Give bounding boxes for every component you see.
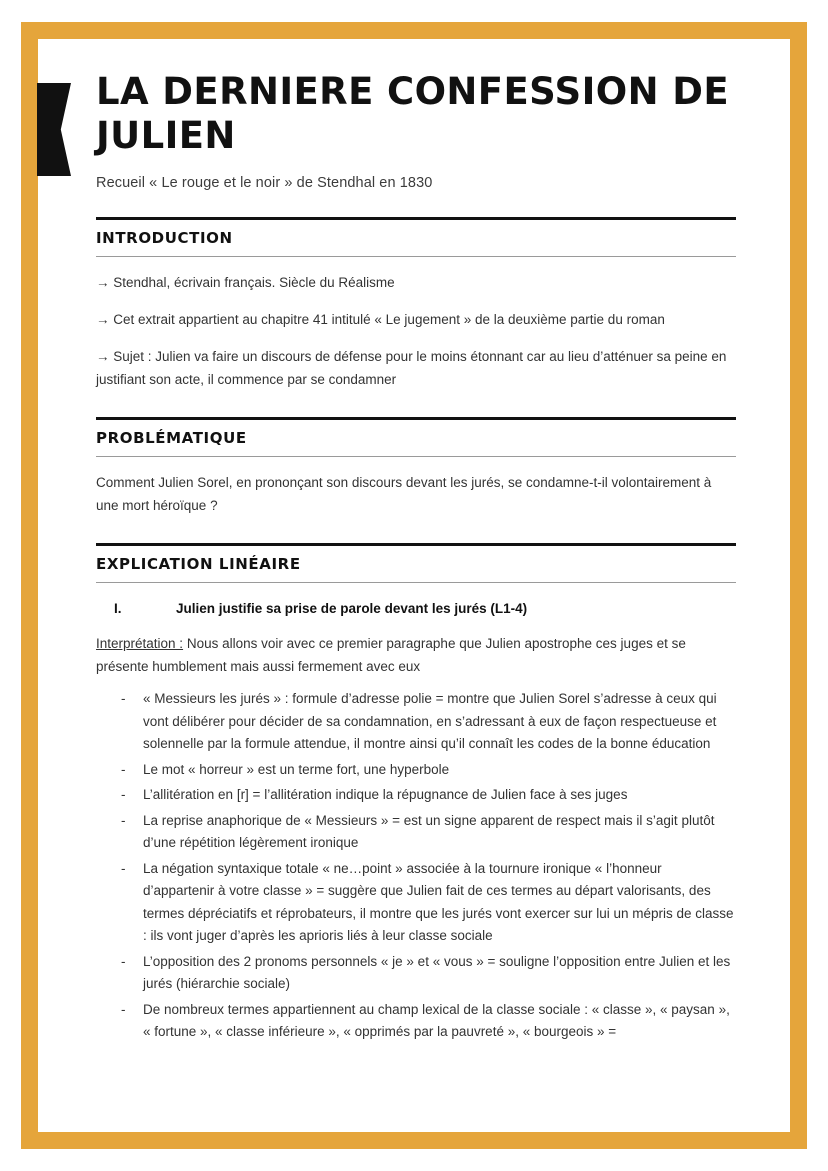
title-block — [96, 70, 736, 191]
section-rule — [96, 217, 736, 220]
section-explication-lineaire — [96, 543, 736, 1044]
list-item: - Le mot « horreur » est un terme fort, une hyperbole — [96, 759, 736, 782]
section-heading-introduction: INTRODUCTION — [96, 229, 736, 257]
list-item: - L’opposition des 2 pronoms personnels « je » et « vous » = souligne l’opposition entre Julien et les jurés (hiérarchie sociale) — [96, 951, 736, 996]
interpretation-paragraph — [96, 632, 736, 678]
subsection-title: Julien justifie sa prise de parole devant les jurés (L1-4) — [176, 601, 528, 616]
section-rule — [96, 543, 736, 546]
document-subtitle: Recueil « Le rouge et le noir » de Stendhal en 1830 — [96, 175, 433, 191]
list-item: - La négation syntaxique totale « ne…point » associée à la tournure ironique « l’honneur d’appartenir à votre classe » = suggère que Julien fait de ces termes au départ valorisants, des termes dépréciatifs et réprobateurs, il montre que les jurés vont exercer sur lui un mépris de classe : ils vont juger d’après les aprioris liés à leur classe sociale — [96, 858, 736, 948]
page-title: LA DERNIERE CONFESSION DE JULIEN — [96, 70, 730, 157]
section-rule — [96, 417, 736, 420]
interpretation-label: Interprétation : — [96, 636, 184, 651]
analysis-bullet-list — [96, 688, 736, 1044]
interpretation-text: Nous allons voir avec ce premier paragraphe que Julien apostrophe ces juges et se présente humblement mais aussi fermement avec eux — [96, 636, 686, 674]
subsection-numeral: I. — [114, 601, 122, 616]
list-item: - De nombreux termes appartiennent au champ lexical de la classe sociale : « classe », « paysan », « fortune », « classe inférieure », « opprimés par la pauvreté », « bourgeois » = — [96, 999, 736, 1044]
section-problematique — [96, 417, 736, 517]
section-introduction — [96, 217, 736, 391]
intro-paragraph-3: → Sujet : Julien va faire un discours de défense pour le moins étonnant car au lieu d’atténuer sa peine en justifiant son acte, il commence par se condamner — [96, 349, 727, 387]
intro-paragraph-2: → Cet extrait appartient au chapitre 41 intitulé « Le jugement » de la deuxième partie du roman — [96, 312, 665, 327]
document-content — [96, 70, 736, 1047]
list-item: - L’allitération en [r] = l’allitération indique la répugnance de Julien face à ses juges — [96, 784, 736, 807]
list-item: - « Messieurs les jurés » : formule d’adresse polie = montre que Julien Sorel s’adresse à ceux qui vont délibérer pour décider de sa condamnation, en s’adressant à eux de façon respectueuse et solennelle par la formule attendue, il montre ainsi qu’il connaît les codes de la bonne éducation — [96, 688, 736, 756]
list-item: - La reprise anaphorique de « Messieurs » = est un signe apparent de respect mais il s’agit plutôt d’une répétition légèrement ironique — [96, 810, 736, 855]
intro-paragraph-1: → Stendhal, écrivain français. Siècle du Réalisme — [96, 275, 395, 290]
problematique-paragraph: Comment Julien Sorel, en prononçant son discours devant les jurés, se condamne-t-il volontairement à une mort héroïque ? — [96, 475, 712, 513]
section-heading-problematique: PROBLÉMATIQUE — [96, 429, 736, 457]
subsection-heading — [96, 601, 736, 616]
section-heading-explication: EXPLICATION LINÉAIRE — [96, 555, 736, 583]
